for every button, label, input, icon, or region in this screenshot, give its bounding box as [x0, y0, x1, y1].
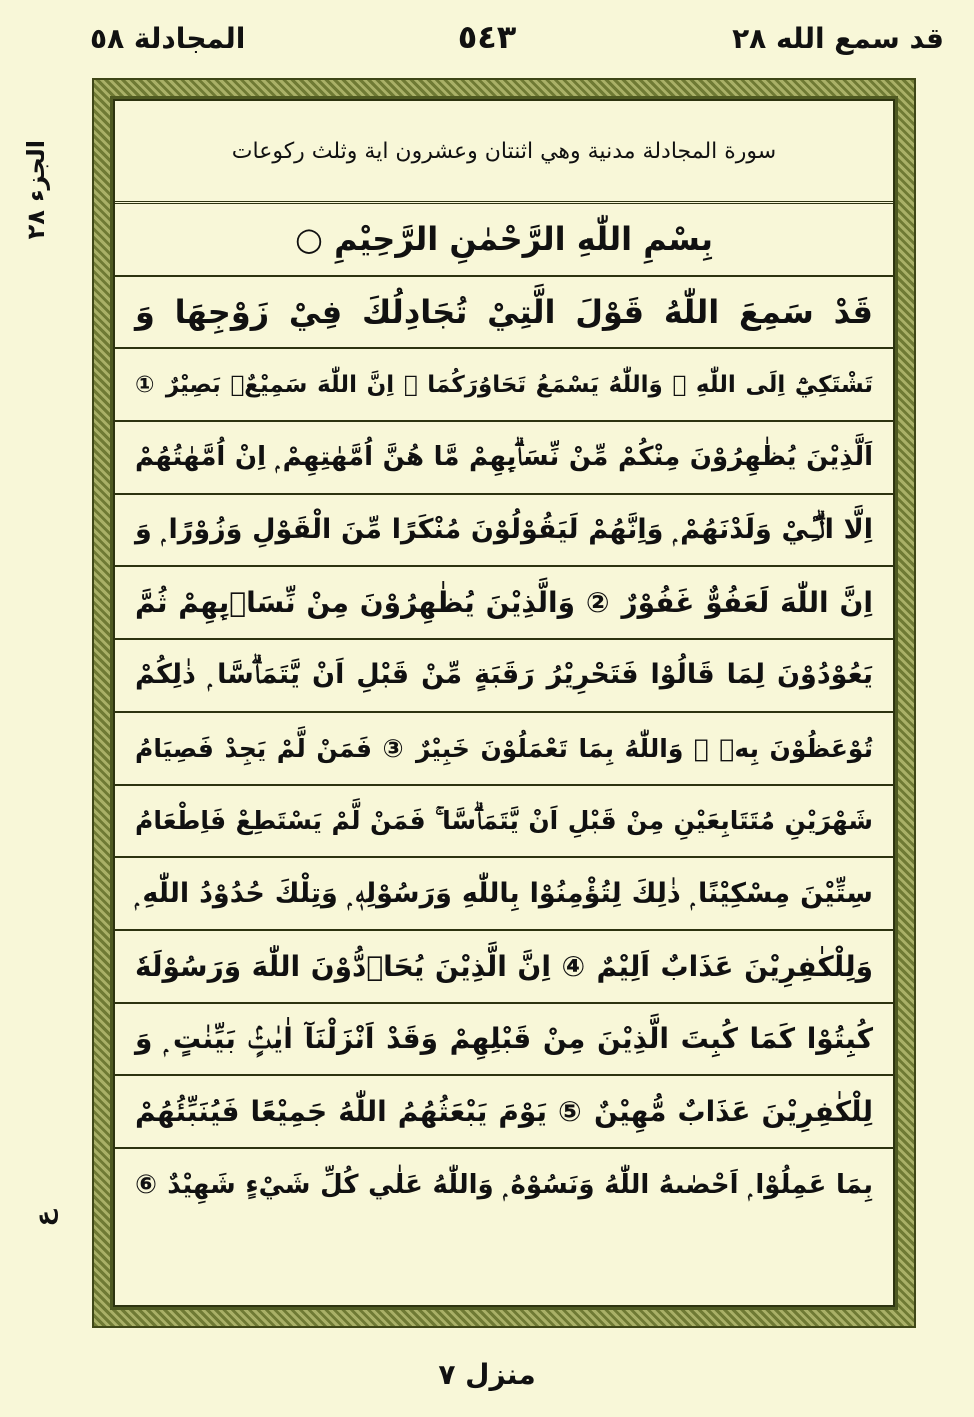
text-line: [115, 495, 893, 568]
line-text: كُبِتُوْا كَمَا كُبِتَ الَّذِيْنَ مِنْ قَبْلِهِمْ وَقَدْ اَنْزَلْنَآ اٰيٰتٍۢ بَيِّنٰتٍ ۭ وَ: [135, 1021, 873, 1055]
line-text: بِسْمِ اللّٰهِ الرَّحْمٰنِ الرَّحِيْمِ ○: [295, 220, 713, 259]
line-text: وَلِلْكٰفِرِيْنَ عَذَابٌ اَلِيْمٌ ④ اِنَّ الَّذِيْنَ يُحَاۗدُّوْنَ اللّٰهَ وَرَسُوْلَهٗ: [135, 949, 873, 983]
text-line: [115, 640, 893, 713]
surah-title-header: المجادلة ٥٨: [90, 22, 246, 55]
text-line: [115, 786, 893, 859]
text-line: [115, 1004, 893, 1077]
line-text: اِلَّا الّٰۗـِٔيْ وَلَدْنَهُمْ ۭ وَاِنَّهُمْ لَيَقُوْلُوْنَ مُنْكَرًا مِّنَ الْقَوْلِ وَزُوْرًا ۭ وَ: [135, 514, 873, 546]
surah-heading-box: [115, 101, 893, 204]
text-line: [115, 349, 893, 422]
line-text: سِتِّيْنَ مِسْكِيْنًا ۭ ذٰلِكَ لِتُؤْمِنُوْا بِاللّٰهِ وَرَسُوْلِهٖ ۭ وَتِلْكَ حُدُوْدُ اللّٰهِ ۭ: [135, 877, 873, 909]
line-text: اَلَّذِيْنَ يُظٰهِرُوْنَ مِنْكُمْ مِّنْ نِّسَاۗىِٕهِمْ مَّا هُنَّ اُمَّهٰتِهِمْ ۭ اِنْ اُمَّهٰتُهُمْ: [135, 441, 873, 472]
line-text: شَهْرَيْنِ مُتَتَابِعَيْنِ مِنْ قَبْلِ اَنْ يَّتَمَاۗسَّا ۚ فَمَنْ لَّمْ يَسْتَطِعْ فَاِطْعَامُ: [135, 805, 873, 835]
page-number: ٥٤٣: [457, 18, 517, 56]
text-line: [115, 1149, 893, 1222]
verse-lines: [115, 204, 893, 1305]
manzil-footer: منزل ٧: [438, 1358, 536, 1391]
page-header: [0, 8, 974, 68]
decorative-frame: [92, 78, 916, 1328]
text-line: [115, 422, 893, 495]
frame-border: [110, 96, 898, 1310]
text-line: [115, 931, 893, 1004]
surah-heading: سورة المجادلة مدنية وهي اثنتان وعشرون اية وثلث ركوعات: [231, 138, 777, 164]
text-line: [115, 277, 893, 350]
line-text: تُوْعَظُوْنَ بِهٖ ۭ وَاللّٰهُ بِمَا تَعْمَلُوْنَ خَبِيْرٌ ③ فَمَنْ لَّمْ يَجِدْ فَصِيَامُ: [135, 733, 873, 763]
line-text: بِمَا عَمِلُوْا ۭ اَحْصٰىهُ اللّٰهُ وَنَسُوْهُ ۭ وَاللّٰهُ عَلٰي كُلِّ شَيْءٍ شَهِيْدٌ ⑥: [135, 1169, 873, 1200]
ruku-mark: ع: [30, 1210, 58, 1227]
juz-title: قد سمع الله ٢٨: [732, 22, 944, 55]
line-text: قَدْ سَمِعَ اللّٰهُ قَوْلَ الَّتِيْ تُجَادِلُكَ فِيْ زَوْجِهَا وَ: [135, 293, 873, 332]
text-line: [115, 713, 893, 786]
text-area: [113, 99, 895, 1307]
text-line: [115, 858, 893, 931]
line-text: تَشْتَكِيْٓ اِلَى اللّٰهِ ۖ وَاللّٰهُ يَسْمَعُ تَحَاوُرَكُمَا ۭ اِنَّ اللّٰهَ سَمِيْعٌۢ بَصِيْرٌ ①: [135, 371, 873, 398]
line-text: يَعُوْدُوْنَ لِمَا قَالُوْا فَتَحْرِيْرُ رَقَبَةٍ مِّنْ قَبْلِ اَنْ يَّتَمَاۗسَّا ۭ ذٰلِكُمْ: [135, 659, 873, 691]
text-line: [115, 1076, 893, 1149]
text-line-bismillah: [115, 204, 893, 277]
line-text: لِلْكٰفِرِيْنَ عَذَابٌ مُّهِيْنٌ ⑤ يَوْمَ يَبْعَثُهُمُ اللّٰهُ جَمِيْعًا فَيُنَبِّئُهُمْ: [135, 1095, 873, 1129]
line-text: اِنَّ اللّٰهَ لَعَفُوٌّ غَفُوْرٌ ② وَالَّذِيْنَ يُظٰهِرُوْنَ مِنْ نِّسَاۗىِٕهِمْ ثُمَّ: [135, 586, 873, 620]
juz-side-label: الجزء ٢٨: [22, 140, 50, 240]
text-line: [115, 567, 893, 640]
